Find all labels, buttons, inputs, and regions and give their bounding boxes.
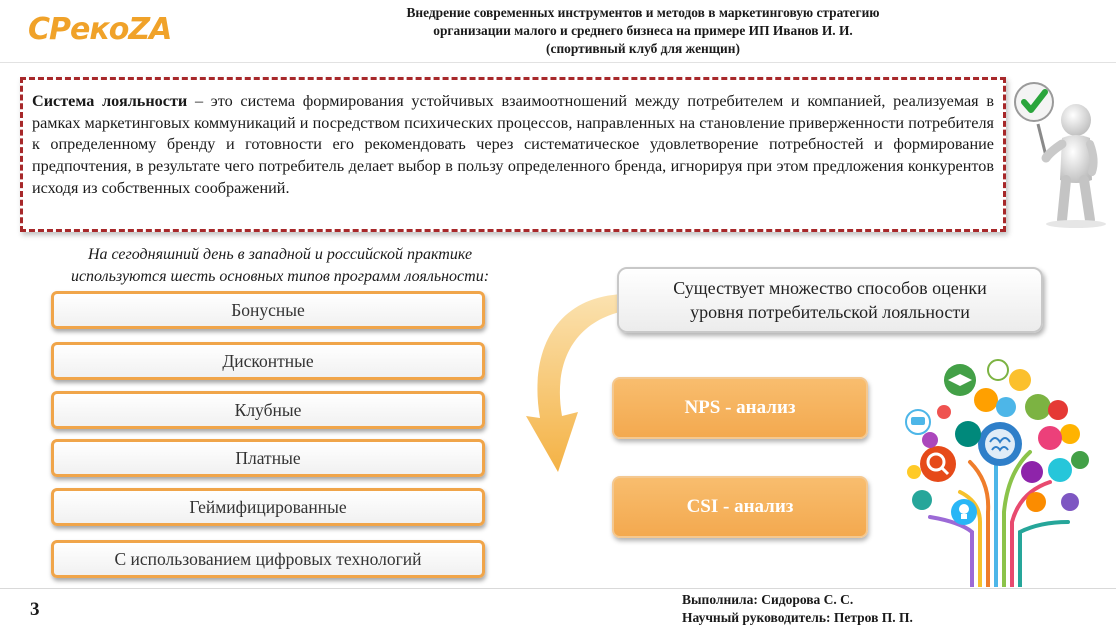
type-bonus: Бонусные (51, 291, 485, 329)
header-divider (0, 62, 1116, 63)
magnifier-icon (920, 446, 956, 482)
logo-text: СРекоZA (28, 12, 172, 47)
chat-bubble-icon (906, 410, 930, 434)
type-digital: С использованием цифровых технологий (51, 540, 485, 578)
type-club: Клубные (51, 391, 485, 429)
title-line-2: организации малого и среднего бизнеса на примере ИП Иванов И. И. (433, 23, 853, 38)
type-paid: Платные (51, 439, 485, 477)
title-line-3: (спортивный клуб для женщин) (546, 41, 740, 56)
intro-line-2: используются шесть основных типов программ лояльности: (70, 268, 490, 285)
title-line-1: Внедрение современных инструментов и методов в маркетинговую стратегию (406, 5, 880, 20)
idea-tree-icon (900, 352, 1100, 587)
loyalty-methods-box (617, 267, 1043, 333)
supervisor-credit: Научный руководитель: Петров П. П. (682, 610, 913, 625)
logo (22, 4, 172, 56)
loyalty-types-intro (20, 244, 540, 288)
person-figure-icon (1012, 80, 1108, 230)
slide-title (320, 4, 966, 58)
nps-analysis-box: NPS - анализ (612, 377, 868, 439)
page-number: 3 (30, 599, 40, 620)
author-credit: Выполнила: Сидорова С. С. (682, 592, 854, 607)
definition-term: Система лояльности (32, 92, 188, 110)
footer-divider (0, 588, 1116, 589)
brain-icon (978, 422, 1022, 466)
type-gamified: Геймифицированные (51, 488, 485, 526)
definition-box (20, 77, 1006, 232)
methods-line-2: уровня потребительской лояльности (690, 302, 970, 322)
methods-line-1: Существует множество способов оценки (673, 278, 987, 298)
graduation-cap-icon (944, 364, 976, 396)
checkmark-sign-icon (1015, 83, 1053, 121)
lightbulb-icon (951, 499, 977, 525)
definition-text: – это система формирования устойчивых взаимоотношений между потребителем и компанией, реализуемая в рамках маркетинговых коммуникаций и посредством психических процессов, направленных на становление приверженности потребителя к определенному бренду и готовности его рекомендовать через систематическое удовлетворение потребностей и формирование предпочтения, в результате чего потребитель делает выбор в пользу определенного бренда, игнорируя при этом предложения конкурентов исходя из собственных соображений. (32, 92, 994, 197)
csi-analysis-box: CSI - анализ (612, 476, 868, 538)
type-discount: Дисконтные (51, 342, 485, 380)
intro-line-1: На сегодняшний день в западной и российской практике (87, 246, 473, 263)
